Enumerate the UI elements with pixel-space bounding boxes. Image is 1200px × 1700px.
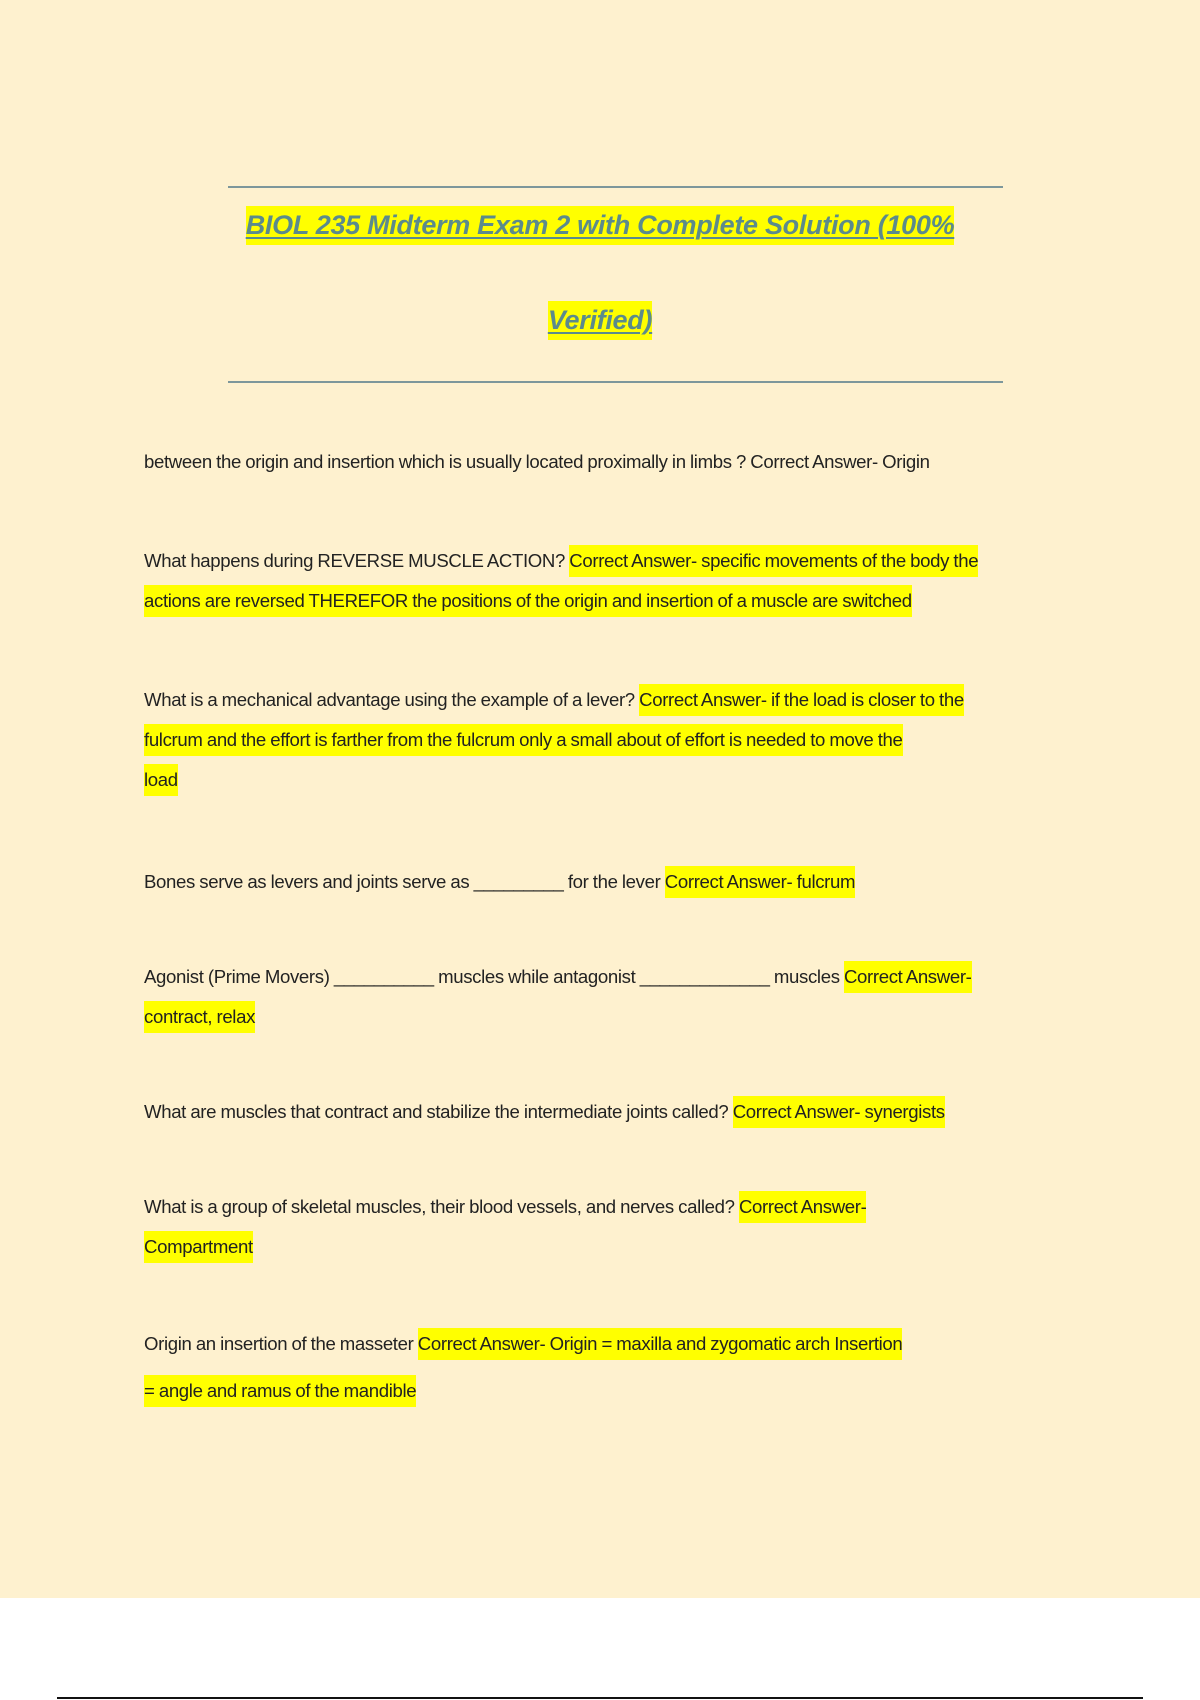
qa-line (144, 1092, 1104, 1132)
qa-line (144, 1324, 1104, 1371)
answer-highlight: Correct Answer- (739, 1191, 867, 1223)
qa-item-1 (144, 442, 1104, 482)
title-bottom-rule (228, 381, 1003, 383)
answer-highlight: Correct Answer- fulcrum (665, 866, 855, 898)
answer-highlight: Correct Answer- synergists (733, 1096, 945, 1128)
qa-line (144, 957, 1104, 997)
qa-line (144, 997, 1104, 1037)
question-text: What are muscles that contract and stabilize the intermediate joints called? (144, 1101, 733, 1122)
document-title-line-1 (0, 210, 1200, 241)
answer-highlight: Correct Answer- if the load is closer to the (639, 684, 964, 716)
question-text: What is a group of skeletal muscles, their blood vessels, and nerves called? (144, 1196, 739, 1217)
answer-highlight: Correct Answer- specific movements of the body the (569, 545, 978, 577)
answer-highlight: load (144, 764, 178, 796)
document-title-text-2: Verified) (548, 301, 652, 340)
answer-highlight: actions are reversed THEREFOR the positions of the origin and insertion of a muscle are switched (144, 585, 912, 617)
qa-item-2 (144, 541, 1104, 621)
document-title-text-1: BIOL 235 Midterm Exam 2 with Complete Solution (100% (246, 206, 955, 245)
qa-line (144, 760, 1104, 800)
qa-line (144, 1371, 1104, 1411)
qa-line (144, 1187, 1104, 1227)
question-text: What is a mechanical advantage using the example of a lever? (144, 689, 640, 710)
qa-item-3 (144, 680, 1104, 800)
question-text: between the origin and insertion which is usually located proximally in limbs ? Correct Answer- Origin (144, 451, 930, 472)
question-text: Bones serve as levers and joints serve as _________ for the lever (144, 871, 665, 892)
qa-line (144, 581, 1104, 621)
document-title-line-2 (0, 305, 1200, 336)
qa-item-4 (144, 862, 1104, 902)
qa-item-8 (144, 1324, 1104, 1411)
qa-line (144, 442, 1104, 482)
qa-line (144, 720, 1104, 760)
qa-line (144, 541, 1104, 581)
qa-item-7 (144, 1187, 1104, 1267)
answer-highlight: Correct Answer- (844, 961, 972, 993)
question-text: What happens during REVERSE MUSCLE ACTION? (144, 550, 570, 571)
question-text: Agonist (Prime Movers) __________ muscles while antagonist _____________ muscles (144, 966, 844, 987)
next-page-top-rule (57, 1697, 1143, 1699)
title-top-rule (228, 186, 1003, 188)
answer-highlight: fulcrum and the effort is farther from the fulcrum only a small about of effort is needed to move the (144, 724, 903, 756)
qa-item-6 (144, 1092, 1104, 1132)
qa-line (144, 862, 1104, 902)
qa-line (144, 680, 1104, 720)
answer-highlight: = angle and ramus of the mandible (144, 1375, 416, 1407)
answer-highlight: Correct Answer- Origin = maxilla and zygomatic arch Insertion (418, 1328, 903, 1360)
answer-highlight: contract, relax (144, 1001, 255, 1033)
qa-line (144, 1227, 1104, 1267)
answer-highlight: Compartment (144, 1231, 253, 1263)
question-text: Origin an insertion of the masseter (144, 1333, 418, 1354)
qa-item-5 (144, 957, 1104, 1037)
